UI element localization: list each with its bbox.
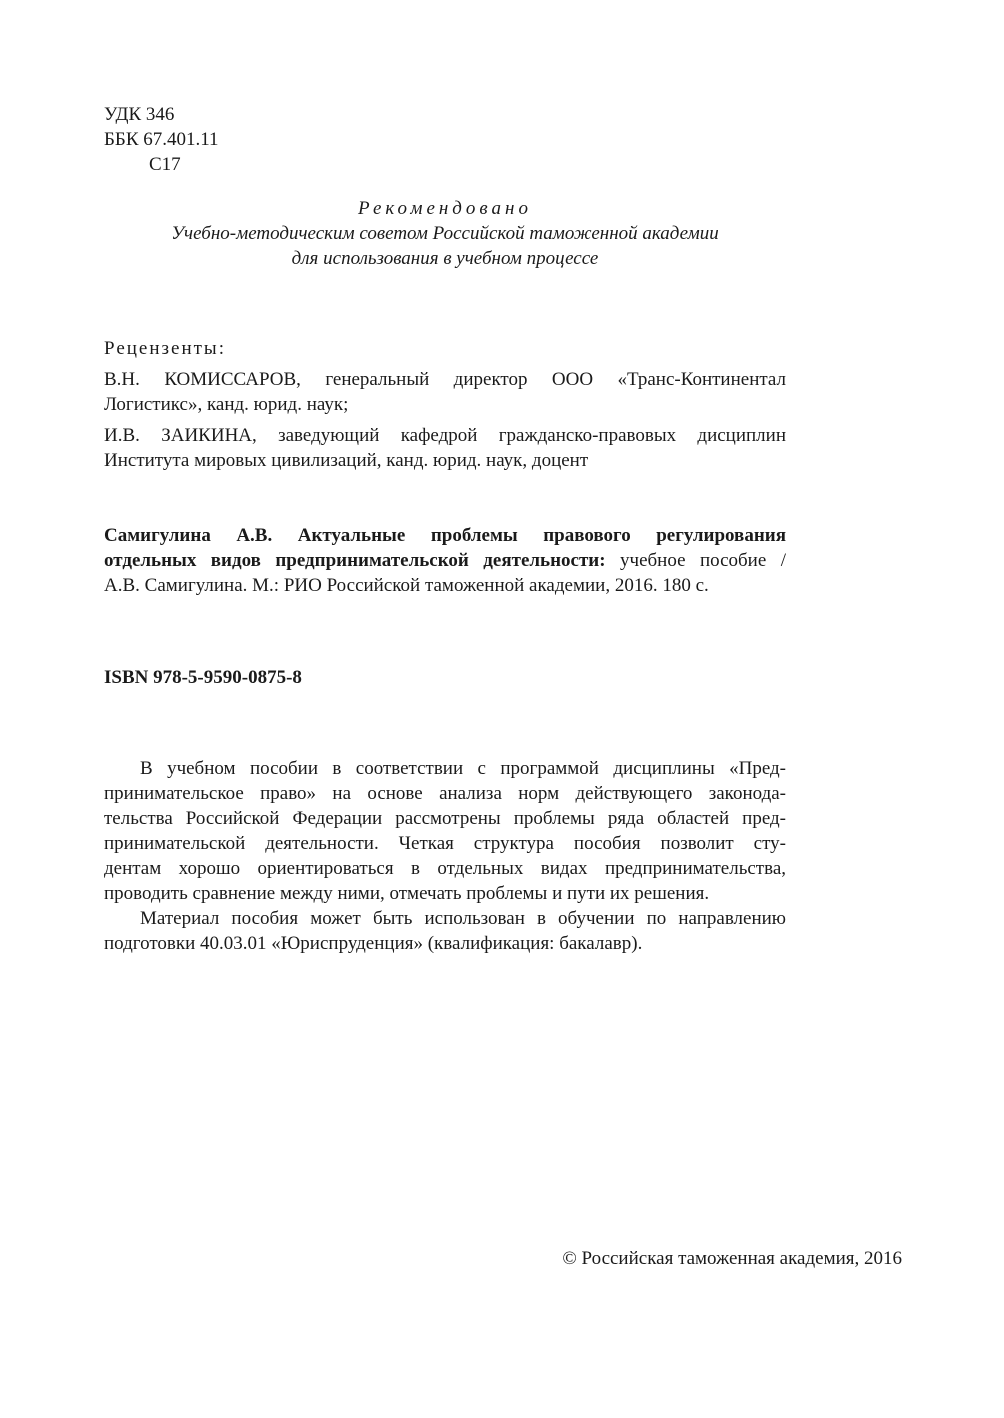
biblio-title-part-1: Самигулина А.В. Актуальные проблемы правового регулирования — [104, 525, 786, 546]
annotation-line: подготовки 40.03.01 «Юриспруденция» (квалификация: бакалавр). — [104, 933, 643, 954]
reviewer-line: В.Н. КОМИССАРОВ, генеральный директор ООО «Транс-Континентал — [104, 369, 786, 390]
reviewer-entry — [104, 423, 786, 473]
recommendation — [104, 196, 786, 271]
reviewer-line: Института мировых цивилизаций, канд. юрид. наук, доцент — [104, 450, 589, 471]
bbk-code: ББК 67.401.11 — [104, 129, 219, 150]
biblio-line-1 — [104, 523, 786, 548]
biblio-line-2 — [104, 548, 786, 573]
annotation-line: проводить сравнение между ними, отмечать проблемы и пути их решения. — [104, 883, 710, 904]
recommendation-label: Рекомендовано — [358, 198, 532, 219]
biblio-publication-type: учебное пособие / — [605, 550, 786, 571]
reviewers — [104, 336, 786, 479]
udk-code: УДК 346 — [104, 104, 175, 125]
recommendation-line-2: для использования в учебном процессе — [291, 248, 599, 269]
annotation-line: В учебном пособии в соответствии с программой дисциплины «Пред- — [140, 758, 786, 779]
annotation — [104, 756, 786, 956]
author-mark: С17 — [149, 154, 181, 175]
annotation-line: принимательское право» на основе анализа норм действующего законода- — [104, 783, 786, 804]
bibliographic-description — [104, 523, 786, 598]
annotation-line: Материал пособия может быть использован в обучении по направлению — [140, 908, 786, 929]
biblio-title-part-2: отдельных видов предпринимательской деятельности: — [104, 550, 606, 571]
biblio-line-3: А.В. Самигулина. М.: РИО Российской таможенной академии, 2016. 180 с. — [104, 575, 709, 596]
reviewer-line: Логистикс», канд. юрид. наук; — [104, 394, 349, 415]
copyright-notice: © Российская таможенная академия, 2016 — [562, 1248, 902, 1269]
reviewers-heading: Рецензенты: — [104, 338, 226, 359]
annotation-line: дентам хорошо ориентироваться в отдельных видах предпринимательства, — [104, 858, 786, 879]
classification-codes — [104, 102, 219, 177]
recommendation-line-1: Учебно-методическим советом Российской таможенной академии — [171, 223, 719, 244]
annotation-line: принимательской деятельности. Четкая структура пособия позволит сту- — [104, 833, 786, 854]
reviewer-line: И.В. ЗАИКИНА, заведующий кафедрой гражданско-правовых дисциплин — [104, 425, 786, 446]
reviewer-entry — [104, 367, 786, 417]
isbn: ISBN 978-5-9590-0875-8 — [104, 667, 302, 688]
annotation-line: тельства Российской Федерации рассмотрены проблемы ряда областей пред- — [104, 808, 786, 829]
